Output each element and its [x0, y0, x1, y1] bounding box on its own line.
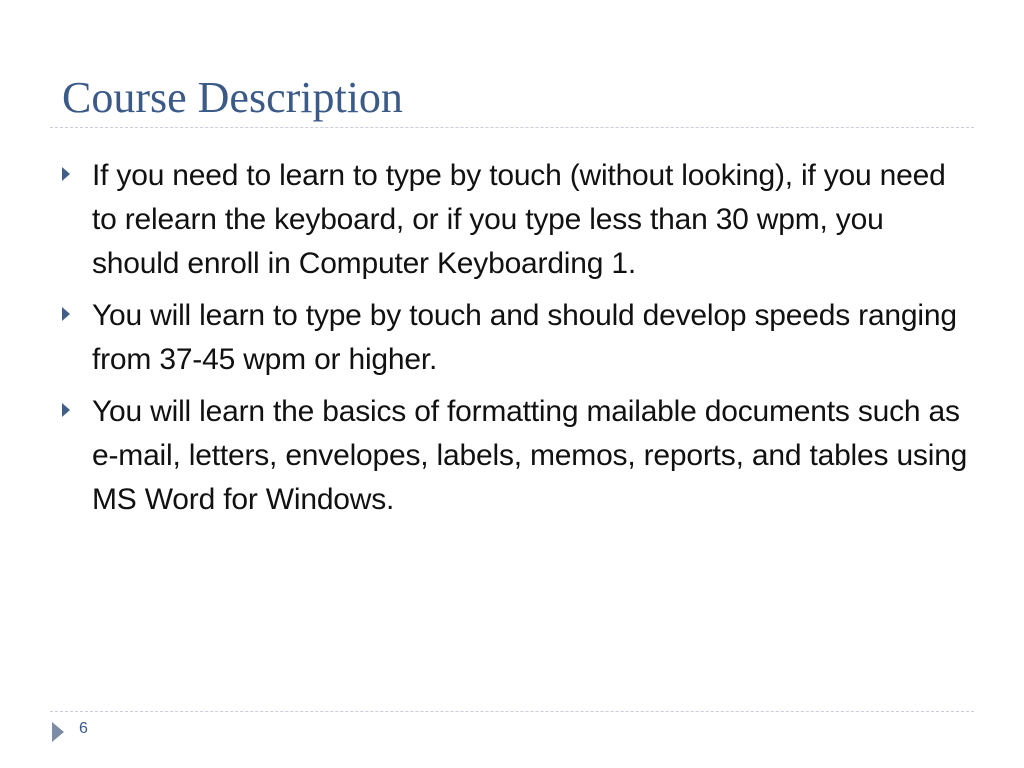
bullet-item [56, 390, 968, 522]
bullet-list [56, 154, 968, 530]
footer-divider [50, 711, 974, 712]
bullet-item [56, 294, 968, 382]
bullet-text: If you need to learn to type by touch (without looking), if you need to relearn the keyboard, or if you type less than 30 wpm, you should enroll in Computer Keyboarding 1. [92, 159, 946, 280]
triangle-bullet-icon [62, 403, 70, 417]
page-number: 6 [79, 720, 88, 737]
triangle-bullet-icon [62, 307, 70, 321]
triangle-footer-icon [52, 722, 64, 742]
bullet-item [56, 154, 968, 286]
title-divider [50, 127, 974, 128]
bullet-text: You will learn to type by touch and should develop speeds ranging from 37-45 wpm or higher. [92, 299, 957, 376]
slide-title: Course Description [62, 73, 403, 122]
triangle-bullet-icon [62, 167, 70, 181]
bullet-text: You will learn the basics of formatting mailable documents such as e-mail, letters, envelopes, labels, memos, reports, and tables using MS Word for Windows. [92, 395, 968, 516]
